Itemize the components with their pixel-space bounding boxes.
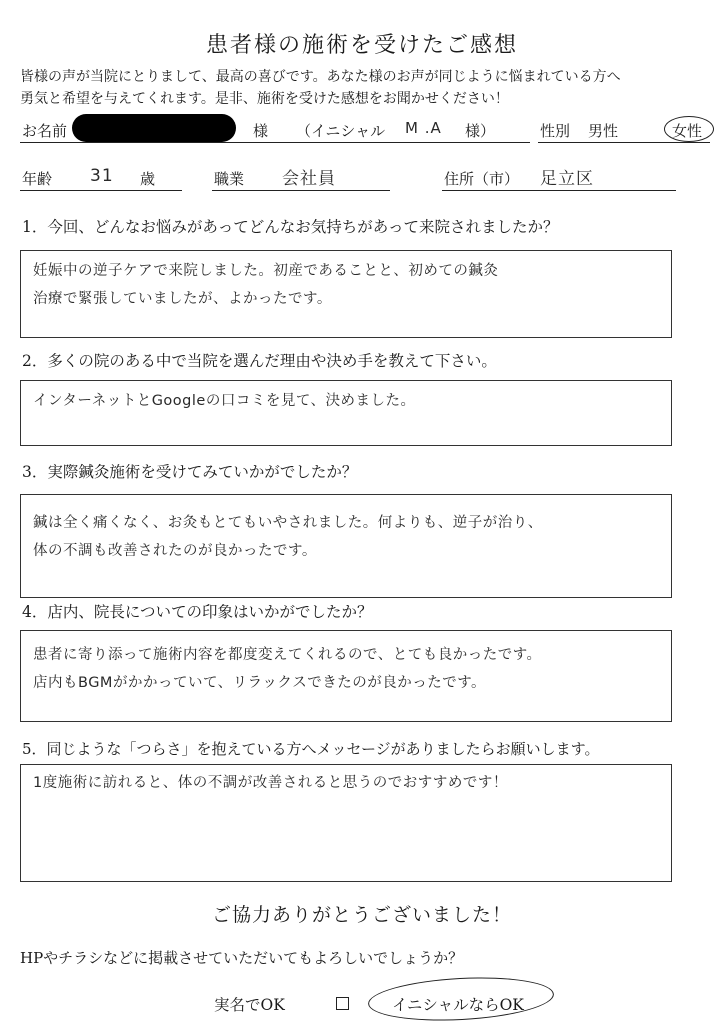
intro-line-2: 勇気と希望を与えてくれます。是非、施術を受けた感想をお聞かせください！ [20,91,509,107]
realname-checkbox[interactable] [336,997,349,1010]
name-label: お名前 [22,122,68,140]
answer-box-5 [20,764,672,882]
answer-1 [21,251,671,319]
address-value: 足立区 [540,169,594,189]
intro-text [20,66,710,110]
answer-box-1 [20,250,672,338]
page-title: 患者様の施術を受けたご感想 [205,33,518,58]
answer-box-4 [20,630,672,722]
job-label: 職業 [214,170,245,188]
answer-4 [21,631,671,703]
gender-underline [538,142,710,143]
initial-close-label: 様） [465,122,496,140]
answer-3-line-2: 体の不調も改善されたのが良かったです。 [33,543,317,559]
female-option: 女性 [672,122,703,140]
redacted-name [72,114,236,142]
answer-2 [21,381,671,421]
answer-1-line-1: 妊娠中の逆子ケアで来院しました。初産であることと、初めての鍼灸 [33,263,499,279]
age-value: 31 [90,166,114,186]
answer-2-line-1: インターネットとGoogleの口コミを見て、決めました。 [33,393,416,409]
question-1: 1．今回、どんなお悩みがあってどんなお気持ちがあって来院されましたか？ [22,218,559,236]
male-option: 男性 [588,122,619,140]
option-realname: 実名でOK [214,996,285,1014]
age-unit: 歳 [140,170,156,188]
intro-line-1: 皆様の声が当院にとりまして、最高の喜びです。あなた様のお声が同じように悩まれている方へ [20,69,621,85]
name-underline [20,142,530,143]
answer-3 [21,495,671,571]
question-4: 4．店内、院長についての印象はいかがでしたか？ [22,603,373,621]
initial-value: M .A [405,119,442,137]
answer-5 [21,765,671,803]
job-value: 会社員 [282,169,336,189]
age-label: 年齢 [22,170,53,188]
option-initial: イニシャルならOK [392,996,524,1014]
question-3: 3．実際鍼灸施術を受けてみていかがでしたか？ [22,463,358,481]
gender-label: 性別 [540,122,571,140]
initial-option-circle-mark [367,973,555,1025]
initial-open-label: （イニシャル [296,122,386,140]
answer-4-line-1: 患者に寄り添って施術内容を都度変えてくれるので、とても良かったです。 [33,647,542,663]
answer-5-line-1: 1度施術に訪れると、体の不調が改善されると思うのでおすすめです！ [33,775,508,791]
female-circle-mark [664,116,714,142]
thanks-message: ご協力ありがとうございました！ [211,904,512,926]
sama-label: 様 [253,122,269,140]
answer-4-line-2: 店内もBGMがかかっていて、リラックスできたのが良かったです。 [33,675,487,691]
question-2: 2．多くの院のある中で当院を選んだ理由や決め手を教えて下さい。 [22,352,497,370]
answer-1-line-2: 治療で緊張していましたが、よかったです。 [33,291,332,307]
job-underline [212,190,390,191]
address-underline [442,190,676,191]
answer-box-2 [20,380,672,446]
age-underline [20,190,182,191]
question-5: 5．同じような「つらさ」を抱えている方へメッセージがありましたらお願いします。 [22,740,600,758]
consent-question: HPやチラシなどに掲載させていただいてもよろしいでしょうか？ [20,949,464,967]
answer-3-line-1: 鍼は全く痛くなく、お灸もとてもいやされました。何よりも、逆子が治り、 [33,515,543,531]
address-label: 住所（市） [444,170,520,188]
answer-box-3 [20,494,672,598]
